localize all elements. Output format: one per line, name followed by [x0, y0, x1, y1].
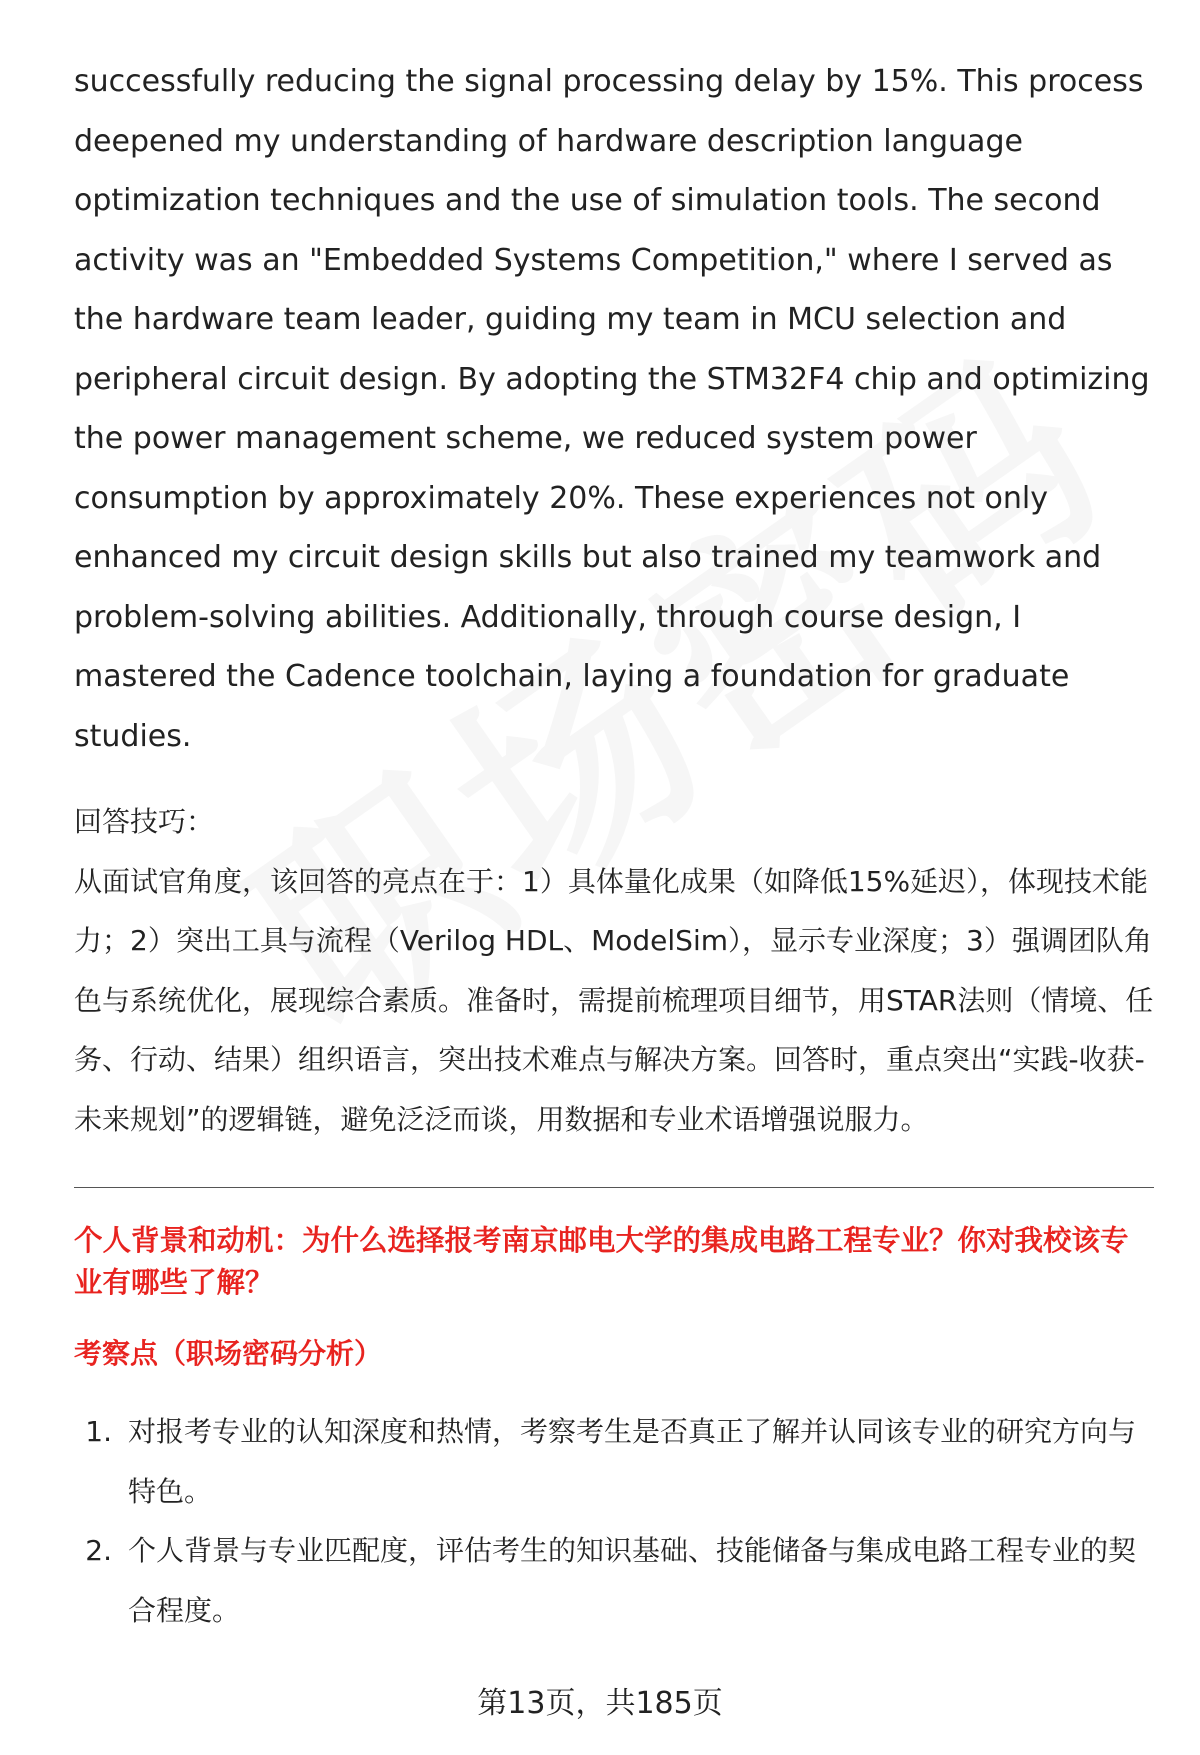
list-item-text: 个人背景与专业匹配度，评估考生的知识基础、技能储备与集成电路工程专业的契合程度。 [128, 1534, 1137, 1627]
list-item-text: 对报考专业的认知深度和热情，考察考生是否真正了解并认同该专业的研究方向与特色。 [128, 1415, 1137, 1508]
question-heading: 个人背景和动机：为什么选择报考南京邮电大学的集成电路工程专业？你对我校该专业有哪些了解？ [74, 1224, 1129, 1299]
answer-paragraph: successfully reducing the signal processing delay by 15%. This process deepened my understanding of hardware description language optimization techniques and the use of simulation tools. The second activity was an "Embedded Systems Competition," where I served as the hardware team leader, guiding my team in MCU selection and peripheral circuit design. By adopting the STM32F4 chip and optimizing the power management scheme, we reduced system power consumption by approximately 20%. These experiences not only enhanced my circuit design skills but also trained my teamwork and problem-solving abilities. Additionally, through course design, I mastered the Cadence toolchain, laying a foundation for graduate studies. [74, 64, 1150, 754]
list-item [74, 1521, 1154, 1640]
section-divider [74, 1187, 1154, 1188]
page-content [74, 52, 1154, 1640]
list-item [74, 1402, 1154, 1521]
page-footer: 第13页，共185页 [477, 1686, 723, 1721]
exam-points-list [74, 1402, 1154, 1640]
list-item-number: 1. [85, 1415, 112, 1448]
tips-section [74, 792, 1154, 1149]
exam-points-heading: 考察点（职场密码分析） [74, 1337, 383, 1370]
list-item-number: 2. [85, 1534, 112, 1567]
tips-heading: 回答技巧： [74, 805, 215, 838]
tips-body: 从面试官角度，该回答的亮点在于：1）具体量化成果（如降低15%延迟），体现技术能力；2）突出工具与流程（Verilog HDL、ModelSim），显示专业深度；3）强调团队角色与系统优化，展现综合素质。准备时，需提前梳理项目细节，用STAR法则（情境、任务、行动、结果）组织语言，突出技术难点与解决方案。回答时，重点突出“实践-收获-未来规划”的逻辑链，避免泛泛而谈，用数据和专业术语增强说服力。 [74, 864, 1154, 1136]
